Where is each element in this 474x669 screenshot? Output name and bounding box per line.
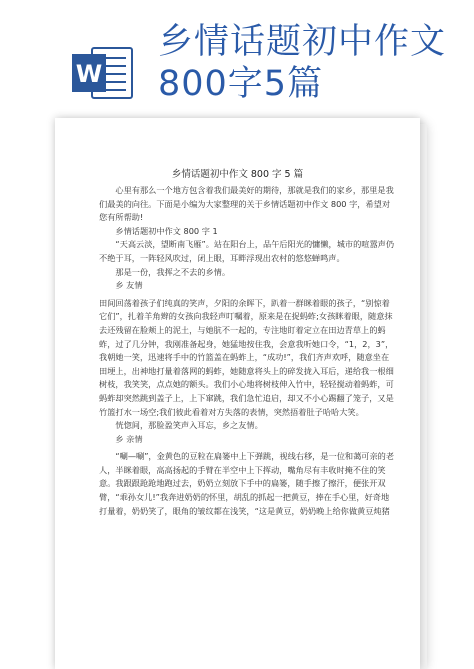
section-heading: 乡 亲情 [115, 433, 143, 444]
banner-title-line2: 800字5篇 [158, 64, 324, 104]
paragraph: 田间回荡着孩子们纯真的笑声，夕阳的余晖下，趴着一群眯着眼的孩子，“别惊着它们”，扎着羊角辫的女孩向我轻声叮嘱着，原来是在捉蚂蚱;女孩眯着眼，随意抹去还残留在脸颊上的泥土，与她肮不一起的，专注地盯着定立在田边青草上的蚂蚱，过了几分钟，我刚准备起身，她猛地按住我，会意我听她口令，“1，2，3”，我朝她一笑，迅速将手中的竹篮盖在蚂蚱上，“成功!”，我们齐声欢呼，随意坐在田埂上，出神地打量着落网的蚂蚱，她随意将头上的碎发拢入耳后，递给我一根细树枝，我笑笑，点点她的额头。我们小心地将树枝伸入竹中，轻轻搅动着蚂蚱，可蚂蚱却突然跳到盖子上，上下窜跳，我们急忙追启，却又不小心踢翻了笼子，又是竹篮打水一场空;我们彼此看着对方失落的表情，突然捂着肚子哈哈大笑。 [99, 297, 394, 417]
word-doc-icon [70, 44, 136, 102]
document-body [99, 184, 395, 518]
paragraph: 那是一份，我挥之不去的乡情。 [115, 266, 231, 277]
banner-title [158, 22, 446, 104]
paragraph: 恍惚间，那脸盈笑声入耳忘，乡之友情。 [115, 420, 263, 431]
paragraph: 心里有那么一个地方包含着我们最美好的期待，那就是我们的家乡，那里是我们最美的向往。下面是小编为大家整理的关于乡情话题初中作文 800 字，希望对您有所帮助! [99, 185, 394, 223]
document-page [55, 118, 420, 669]
banner [0, 0, 474, 118]
section-heading: 乡情话题初中作文 800 字 1 [115, 225, 218, 236]
document-title: 乡情话题初中作文 800 字 5 篇 [171, 169, 304, 180]
section-heading: 乡 友情 [115, 280, 143, 291]
word-icon-letter: W [75, 60, 103, 88]
paragraph: “唰—唰”，金黄色的豆粒在扁篓中上下弹跳，视线右移，是一位和蔼可亲的老人，半眯着眼，高高扬起的手臂在半空中上下挥动，嘴角尽有丰收时掩不住的笑意。我跟跟跄跄地跑过去，奶奶立刻放下手中的扁篓，随手擦了擦汗，便张开双臂，“乖孙女儿!”我奔进奶奶的怀里，胡乱的抓起一把黄豆，捧在手心里，好奇地打量着，奶奶笑了，眼角的皱纹都在浅笑，“这是黄豆，奶奶晚上给你做黄豆炖猪 [99, 451, 395, 516]
paragraph: “天高云淡，望断南飞雁”。站在阳台上，品午后阳光的慵懒，城市的喧嚣声仍不绝于耳，一阵轻风吹过，闭上眼，耳畔浮现出农村的悠悠蝉鸣声。 [99, 239, 395, 263]
banner-title-line1: 乡情话题初中作文 [158, 22, 447, 62]
